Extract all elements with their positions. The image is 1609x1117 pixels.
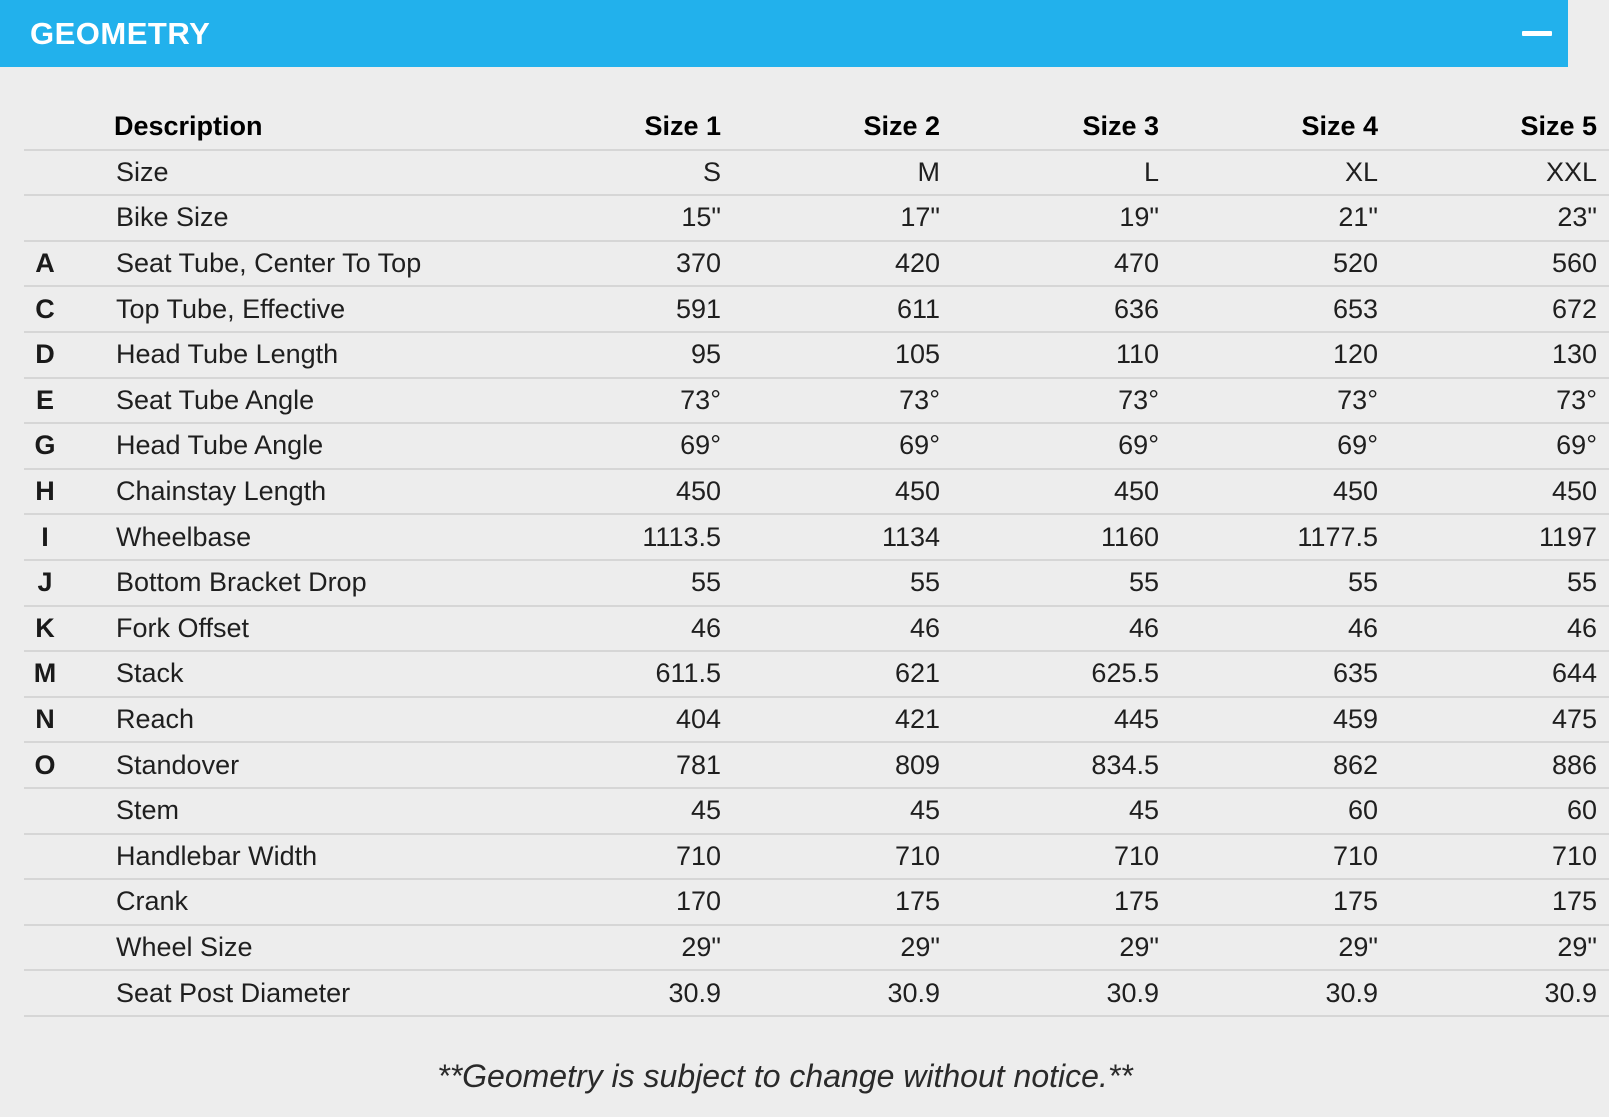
row-letter: A bbox=[24, 241, 104, 287]
row-description: Head Tube Length bbox=[104, 332, 514, 378]
row-value-size-3: 445 bbox=[952, 697, 1171, 743]
row-letter: E bbox=[24, 378, 104, 424]
table-row bbox=[24, 606, 1609, 652]
row-description: Bottom Bracket Drop bbox=[104, 560, 514, 606]
row-value-size-4: 73° bbox=[1171, 378, 1390, 424]
row-value-size-2: 450 bbox=[733, 469, 952, 515]
row-value-size-4: 653 bbox=[1171, 286, 1390, 332]
row-value-size-3: 69° bbox=[952, 423, 1171, 469]
row-value-size-1: 69° bbox=[514, 423, 733, 469]
row-value-size-1: 370 bbox=[514, 241, 733, 287]
row-value-size-2: 69° bbox=[733, 423, 952, 469]
row-letter: N bbox=[24, 697, 104, 743]
header-letter bbox=[24, 104, 104, 150]
row-value-size-4: 1177.5 bbox=[1171, 514, 1390, 560]
row-value-size-1: 29" bbox=[514, 925, 733, 971]
row-letter: J bbox=[24, 560, 104, 606]
table-row bbox=[24, 925, 1609, 971]
row-value-size-4: 29" bbox=[1171, 925, 1390, 971]
row-value-size-4: 120 bbox=[1171, 332, 1390, 378]
row-value-size-5: 560 bbox=[1390, 241, 1609, 287]
row-value-size-1: 404 bbox=[514, 697, 733, 743]
row-value-size-5: 672 bbox=[1390, 286, 1609, 332]
row-letter bbox=[24, 970, 104, 1016]
row-value-size-5: 130 bbox=[1390, 332, 1609, 378]
row-value-size-4: 30.9 bbox=[1171, 970, 1390, 1016]
table-row bbox=[24, 834, 1609, 880]
geometry-disclaimer: **Geometry is subject to change without notice.** bbox=[437, 1058, 1133, 1094]
row-letter: H bbox=[24, 469, 104, 515]
row-value-size-2: 46 bbox=[733, 606, 952, 652]
header-row bbox=[24, 104, 1609, 150]
row-value-size-5: 69° bbox=[1390, 423, 1609, 469]
row-value-size-5: 60 bbox=[1390, 788, 1609, 834]
table-header bbox=[24, 104, 1609, 150]
row-value-size-2: 710 bbox=[733, 834, 952, 880]
row-description: Stack bbox=[104, 651, 514, 697]
row-value-size-4: 55 bbox=[1171, 560, 1390, 606]
row-letter bbox=[24, 788, 104, 834]
row-description: Chainstay Length bbox=[104, 469, 514, 515]
row-value-size-1: 30.9 bbox=[514, 970, 733, 1016]
row-letter bbox=[24, 150, 104, 196]
row-value-size-4: 69° bbox=[1171, 423, 1390, 469]
row-letter: G bbox=[24, 423, 104, 469]
row-value-size-4: 46 bbox=[1171, 606, 1390, 652]
geometry-table-container bbox=[24, 104, 1597, 1017]
row-value-size-2: 17" bbox=[733, 195, 952, 241]
row-value-size-4: 459 bbox=[1171, 697, 1390, 743]
table-row bbox=[24, 742, 1609, 788]
row-value-size-3: 29" bbox=[952, 925, 1171, 971]
row-value-size-1: 170 bbox=[514, 879, 733, 925]
row-value-size-5: 73° bbox=[1390, 378, 1609, 424]
row-value-size-5: 23" bbox=[1390, 195, 1609, 241]
row-description: Wheel Size bbox=[104, 925, 514, 971]
row-letter bbox=[24, 834, 104, 880]
row-value-size-1: 45 bbox=[514, 788, 733, 834]
row-value-size-2: 105 bbox=[733, 332, 952, 378]
row-value-size-2: 175 bbox=[733, 879, 952, 925]
row-value-size-4: 520 bbox=[1171, 241, 1390, 287]
row-value-size-3: 73° bbox=[952, 378, 1171, 424]
row-description: Wheelbase bbox=[104, 514, 514, 560]
row-value-size-5: 886 bbox=[1390, 742, 1609, 788]
row-value-size-5: 644 bbox=[1390, 651, 1609, 697]
row-value-size-2: 30.9 bbox=[733, 970, 952, 1016]
geometry-table bbox=[24, 104, 1609, 1017]
row-letter bbox=[24, 879, 104, 925]
row-value-size-5: 475 bbox=[1390, 697, 1609, 743]
row-value-size-3: 30.9 bbox=[952, 970, 1171, 1016]
row-value-size-4: 862 bbox=[1171, 742, 1390, 788]
row-value-size-2: 29" bbox=[733, 925, 952, 971]
row-value-size-2: M bbox=[733, 150, 952, 196]
row-description: Seat Post Diameter bbox=[104, 970, 514, 1016]
row-value-size-1: 591 bbox=[514, 286, 733, 332]
minus-icon bbox=[1522, 31, 1552, 36]
panel-title: GEOMETRY bbox=[30, 15, 211, 51]
header-size-2: Size 2 bbox=[733, 104, 952, 150]
table-row bbox=[24, 241, 1609, 287]
table-row bbox=[24, 970, 1609, 1016]
row-value-size-5: 55 bbox=[1390, 560, 1609, 606]
table-row bbox=[24, 378, 1609, 424]
row-description: Stem bbox=[104, 788, 514, 834]
row-value-size-1: 15" bbox=[514, 195, 733, 241]
row-value-size-2: 421 bbox=[733, 697, 952, 743]
table-row bbox=[24, 423, 1609, 469]
table-row bbox=[24, 332, 1609, 378]
row-value-size-2: 73° bbox=[733, 378, 952, 424]
row-value-size-1: 1113.5 bbox=[514, 514, 733, 560]
row-value-size-3: 110 bbox=[952, 332, 1171, 378]
row-value-size-4: 21" bbox=[1171, 195, 1390, 241]
row-description: Head Tube Angle bbox=[104, 423, 514, 469]
row-value-size-3: 470 bbox=[952, 241, 1171, 287]
row-letter bbox=[24, 925, 104, 971]
row-value-size-1: 55 bbox=[514, 560, 733, 606]
table-row bbox=[24, 788, 1609, 834]
row-description: Size bbox=[104, 150, 514, 196]
row-value-size-2: 45 bbox=[733, 788, 952, 834]
row-value-size-1: 95 bbox=[514, 332, 733, 378]
header-size-4: Size 4 bbox=[1171, 104, 1390, 150]
row-description: Crank bbox=[104, 879, 514, 925]
row-value-size-5: XXL bbox=[1390, 150, 1609, 196]
table-row bbox=[24, 195, 1609, 241]
row-value-size-2: 809 bbox=[733, 742, 952, 788]
row-value-size-5: 29" bbox=[1390, 925, 1609, 971]
row-description: Handlebar Width bbox=[104, 834, 514, 880]
row-letter: O bbox=[24, 742, 104, 788]
row-value-size-5: 710 bbox=[1390, 834, 1609, 880]
row-letter bbox=[24, 195, 104, 241]
row-value-size-3: 1160 bbox=[952, 514, 1171, 560]
row-value-size-4: 710 bbox=[1171, 834, 1390, 880]
header-size-5: Size 5 bbox=[1390, 104, 1609, 150]
row-value-size-3: 625.5 bbox=[952, 651, 1171, 697]
table-row bbox=[24, 651, 1609, 697]
row-value-size-5: 450 bbox=[1390, 469, 1609, 515]
row-value-size-5: 1197 bbox=[1390, 514, 1609, 560]
table-row bbox=[24, 697, 1609, 743]
row-value-size-3: 19" bbox=[952, 195, 1171, 241]
header-size-3: Size 3 bbox=[952, 104, 1171, 150]
table-row bbox=[24, 560, 1609, 606]
row-value-size-2: 611 bbox=[733, 286, 952, 332]
row-value-size-5: 30.9 bbox=[1390, 970, 1609, 1016]
row-value-size-4: 450 bbox=[1171, 469, 1390, 515]
row-value-size-2: 55 bbox=[733, 560, 952, 606]
row-value-size-3: L bbox=[952, 150, 1171, 196]
row-description: Bike Size bbox=[104, 195, 514, 241]
collapse-button[interactable] bbox=[1522, 22, 1552, 44]
geometry-panel-header[interactable] bbox=[0, 0, 1568, 67]
table-row bbox=[24, 879, 1609, 925]
header-description: Description bbox=[104, 104, 514, 150]
table-row bbox=[24, 469, 1609, 515]
row-letter: D bbox=[24, 332, 104, 378]
row-value-size-3: 450 bbox=[952, 469, 1171, 515]
row-value-size-3: 710 bbox=[952, 834, 1171, 880]
row-value-size-3: 175 bbox=[952, 879, 1171, 925]
row-value-size-1: 710 bbox=[514, 834, 733, 880]
header-size-1: Size 1 bbox=[514, 104, 733, 150]
table-row bbox=[24, 150, 1609, 196]
table-body bbox=[24, 150, 1609, 1016]
row-value-size-3: 46 bbox=[952, 606, 1171, 652]
row-value-size-3: 636 bbox=[952, 286, 1171, 332]
row-value-size-4: 635 bbox=[1171, 651, 1390, 697]
row-value-size-1: 73° bbox=[514, 378, 733, 424]
row-letter: K bbox=[24, 606, 104, 652]
row-value-size-2: 420 bbox=[733, 241, 952, 287]
row-value-size-4: 175 bbox=[1171, 879, 1390, 925]
row-value-size-2: 621 bbox=[733, 651, 952, 697]
table-row bbox=[24, 514, 1609, 560]
row-description: Top Tube, Effective bbox=[104, 286, 514, 332]
row-value-size-3: 834.5 bbox=[952, 742, 1171, 788]
row-value-size-1: 781 bbox=[514, 742, 733, 788]
row-value-size-3: 45 bbox=[952, 788, 1171, 834]
row-value-size-1: 46 bbox=[514, 606, 733, 652]
row-description: Standover bbox=[104, 742, 514, 788]
row-value-size-4: 60 bbox=[1171, 788, 1390, 834]
row-letter: C bbox=[24, 286, 104, 332]
row-value-size-1: 450 bbox=[514, 469, 733, 515]
row-description: Seat Tube Angle bbox=[104, 378, 514, 424]
row-value-size-4: XL bbox=[1171, 150, 1390, 196]
table-row bbox=[24, 286, 1609, 332]
row-description: Seat Tube, Center To Top bbox=[104, 241, 514, 287]
row-value-size-5: 46 bbox=[1390, 606, 1609, 652]
row-description: Reach bbox=[104, 697, 514, 743]
row-value-size-3: 55 bbox=[952, 560, 1171, 606]
row-value-size-2: 1134 bbox=[733, 514, 952, 560]
row-letter: M bbox=[24, 651, 104, 697]
row-value-size-1: 611.5 bbox=[514, 651, 733, 697]
row-letter: I bbox=[24, 514, 104, 560]
row-value-size-5: 175 bbox=[1390, 879, 1609, 925]
row-value-size-1: S bbox=[514, 150, 733, 196]
row-description: Fork Offset bbox=[104, 606, 514, 652]
